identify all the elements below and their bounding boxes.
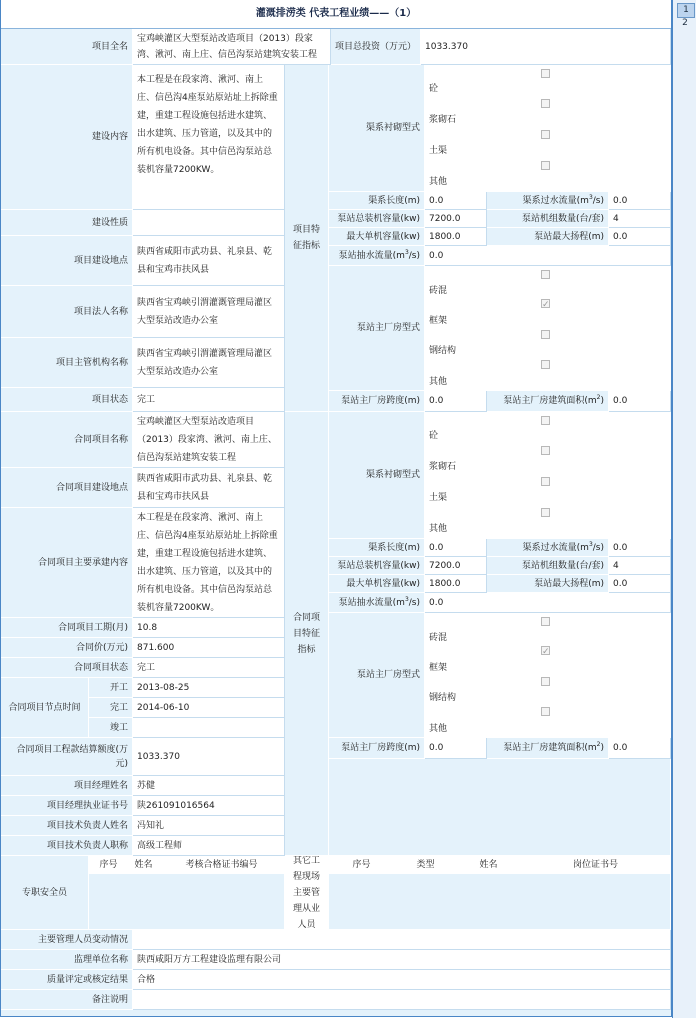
supervisor-label: 监理单位名称 — [1, 950, 133, 970]
lining-option-earth: 土渠 — [429, 146, 448, 156]
authority-value: 陕西省宝鸡峡引渭灌溉管理局灌区大型泵站改造办公室 — [133, 338, 285, 388]
contract-capacity-label: 泵站总装机容量(kw) — [329, 557, 425, 575]
pump-flow-value: 0.0 — [425, 246, 671, 266]
contract-status-label: 合同项目状态 — [1, 658, 133, 678]
contract-lining-checkbox-masonry[interactable] — [541, 446, 550, 455]
contract-canal-length-value: 0.0 — [425, 539, 487, 557]
contract-capacity-value: 7200.0 — [425, 557, 487, 575]
start-value: 2013-08-25 — [133, 678, 285, 698]
settle-label: 合同项目工程款结算额度(万元) — [1, 738, 133, 776]
nature-value — [133, 210, 285, 236]
max-unit-label: 最大单机容量(kw) — [329, 228, 425, 246]
supervisor-value: 陕西咸阳万方工程建设监理有限公司 — [133, 950, 671, 970]
contract-pump-flow-value: 0.0 — [425, 593, 671, 613]
capacity-label: 泵站总装机容量(kw) — [329, 210, 425, 228]
legal-value: 陕西省宝鸡峡引渭灌溉管理局灌区大型泵站改造办公室 — [133, 286, 285, 338]
lining-option-other: 其他 — [429, 177, 448, 187]
contract-house-option-other: 其他 — [429, 724, 448, 734]
house-options — [425, 266, 671, 391]
start-label: 开工 — [89, 678, 133, 698]
contract-lining-checkbox-earth[interactable] — [541, 477, 550, 486]
contract-name-label: 合同项目名称 — [1, 412, 133, 468]
staff-col-type: 类型 — [395, 856, 457, 874]
contract-house-checkbox-other[interactable] — [541, 707, 550, 716]
location-value: 陕西省咸阳市武功县、礼泉县、乾县和宝鸡市扶风县 — [133, 236, 285, 286]
contract-name-value: 宝鸡峡灌区大型泵站改造项目（2013）段家湾、湫河、南上庄、信邑沟泵站建筑安装工程 — [133, 412, 285, 468]
canal-flow-label: 渠系过水流量$(m^3/s)$ — [487, 192, 609, 210]
canal-length-value: 0.0 — [425, 192, 487, 210]
staff-table-body — [329, 874, 671, 930]
contract-lining-option-earth: 土渠 — [429, 493, 448, 503]
page-title: 灌溉排涝类 代表工程业绩——（1） — [1, 0, 671, 29]
pm-value: 苏健 — [133, 776, 285, 796]
status-label: 项目状态 — [1, 388, 133, 412]
staff-col-no: 序号 — [329, 856, 395, 874]
contract-lining-option-other: 其他 — [429, 524, 448, 534]
house-checkbox-brick[interactable] — [541, 270, 550, 279]
safety-col-no: 序号 — [89, 856, 129, 874]
contract-house-label: 泵站主厂房型式 — [329, 613, 425, 738]
pm-cert-label: 项目经理执业证书号 — [1, 796, 133, 816]
contract-lining-checkbox-concrete[interactable] — [541, 416, 550, 425]
max-head-value: 0.0 — [609, 228, 671, 246]
lining-option-masonry: 浆砌石 — [429, 115, 457, 125]
contract-lining-options — [425, 412, 671, 539]
page-tab-1[interactable]: 1 — [677, 3, 695, 18]
capacity-value: 7200.0 — [425, 210, 487, 228]
contract-units-label: 泵站机组数量(台/套) — [487, 557, 609, 575]
page-tabs — [672, 0, 696, 1018]
lining-checkbox-concrete[interactable] — [541, 69, 550, 78]
lining-options — [425, 65, 671, 192]
contract-area-value: 0.0 — [609, 738, 671, 759]
change-label: 主要管理人员变动情况 — [1, 930, 133, 950]
contract-content-label: 合同项目主要承建内容 — [1, 508, 133, 618]
contract-canal-flow-label: 渠系过水流量$(m^3/s)$ — [487, 539, 609, 557]
staff-label: 其它工程现场主要管理从业人员 — [285, 856, 329, 930]
investment-label: 项目总投资（万元） — [331, 29, 421, 65]
lining-checkbox-earth[interactable] — [541, 130, 550, 139]
max-unit-value: 1800.0 — [425, 228, 487, 246]
contract-lining-option-masonry: 浆砌石 — [429, 462, 457, 472]
contract-house-checkbox-frame[interactable] — [541, 646, 550, 655]
contract-max-unit-label: 最大单机容量(kw) — [329, 575, 425, 593]
contract-house-option-brick: 砖混 — [429, 633, 448, 643]
quality-label: 质量评定或核定结果 — [1, 970, 133, 990]
contract-max-head-value: 0.0 — [609, 575, 671, 593]
price-label: 合同价(万元) — [1, 638, 133, 658]
location-label: 项目建设地点 — [1, 236, 133, 286]
span-value: 0.0 — [425, 391, 487, 412]
lining-checkbox-other[interactable] — [541, 161, 550, 170]
contract-location-label: 合同项目建设地点 — [1, 468, 133, 508]
contract-canal-length-label: 渠系长度(m) — [329, 539, 425, 557]
house-option-steel: 钢结构 — [429, 346, 457, 356]
pm-label: 项目经理姓名 — [1, 776, 133, 796]
price-value: 871.600 — [133, 638, 285, 658]
contract-location-value: 陕西省咸阳市武功县、礼泉县、乾县和宝鸡市扶风县 — [133, 468, 285, 508]
quality-value: 合格 — [133, 970, 671, 990]
accept-label: 竣工 — [89, 718, 133, 738]
safety-col-cert: 考核合格证书编号 — [159, 856, 285, 874]
contract-house-option-frame: 框架 — [429, 663, 448, 673]
content-value: 本工程是在段家湾、湫河、南上庄、信邑沟4座泵站原站址上拆除重建，重建工程设施包括进水建筑、出水建筑、压力管道，以及其中的所有机电设备。其中信邑沟泵站总装机容量7200KW。 — [133, 65, 285, 210]
contract-canal-flow-value: 0.0 — [609, 539, 671, 557]
investment-value: 1033.370 — [421, 29, 671, 65]
tech-value: 冯知礼 — [133, 816, 285, 836]
safety-col-name: 姓名 — [129, 856, 159, 874]
contract-content-value: 本工程是在段家湾、湫河、南上庄、信邑沟4座泵站原站址上拆除重建，重建工程设施包括进水建筑、出水建筑、压力管道，以及其中的所有机电设备。其中信邑沟泵站总装机容量7200KW。 — [133, 508, 285, 618]
house-option-brick: 砖混 — [429, 286, 448, 296]
staff-col-cert: 岗位证书号 — [521, 856, 671, 874]
contract-span-label: 泵站主厂房跨度(m) — [329, 738, 425, 759]
contract-house-checkbox-steel[interactable] — [541, 677, 550, 686]
house-option-other: 其他 — [429, 377, 448, 387]
max-head-label: 泵站最大扬程(m) — [487, 228, 609, 246]
contract-house-option-steel: 钢结构 — [429, 693, 457, 703]
contract-house-options — [425, 613, 671, 738]
contract-pump-flow-label: 泵站抽水流量$(m^3/s)$ — [329, 593, 425, 613]
authority-label: 项目主管机构名称 — [1, 338, 133, 388]
canal-flow-value: 0.0 — [609, 192, 671, 210]
contract-lining-checkbox-other[interactable] — [541, 508, 550, 517]
contract-house-checkbox-brick[interactable] — [541, 617, 550, 626]
house-checkbox-frame[interactable] — [541, 299, 550, 308]
area-value: 0.0 — [609, 391, 671, 412]
contract-feature-label: 合同项目特征指标 — [285, 412, 329, 856]
contract-max-unit-value: 1800.0 — [425, 575, 487, 593]
house-option-frame: 框架 — [429, 316, 448, 326]
contract-span-value: 0.0 — [425, 738, 487, 759]
safety-table-body — [89, 874, 285, 930]
project-name-value: 宝鸡峡灌区大型泵站改造项目（2013）段家湾、湫河、南上庄、信邑沟泵站建筑安装工程 — [133, 29, 331, 65]
period-value: 10.8 — [133, 618, 285, 638]
pm-cert-value: 陕261091016564 — [133, 796, 285, 816]
contract-lining-label: 渠系衬砌型式 — [329, 412, 425, 539]
project-name-label: 项目全名 — [1, 29, 133, 65]
period-label: 合同项目工期(月) — [1, 618, 133, 638]
content-label: 建设内容 — [1, 65, 133, 210]
tech-title-label: 项目技术负责人职称 — [1, 836, 133, 856]
remark-value — [133, 990, 671, 1010]
house-checkbox-other[interactable] — [541, 360, 550, 369]
legal-label: 项目法人名称 — [1, 286, 133, 338]
finish-label: 完工 — [89, 698, 133, 718]
tech-title-value: 高级工程师 — [133, 836, 285, 856]
house-checkbox-steel[interactable] — [541, 330, 550, 339]
units-label: 泵站机组数量(台/套) — [487, 210, 609, 228]
accept-value — [133, 718, 285, 738]
contract-lining-option-concrete: 砼 — [429, 431, 439, 441]
status-value: 完工 — [133, 388, 285, 412]
canal-length-label: 渠系长度(m) — [329, 192, 425, 210]
lining-option-concrete: 砼 — [429, 84, 439, 94]
safety-label: 专职安全员 — [1, 856, 89, 930]
contract-status-value: 完工 — [133, 658, 285, 678]
staff-col-name: 姓名 — [457, 856, 521, 874]
nature-label: 建设性质 — [1, 210, 133, 236]
pump-flow-label: 泵站抽水流量$(m^3/s)$ — [329, 246, 425, 266]
contract-max-head-label: 泵站最大扬程(m) — [487, 575, 609, 593]
settle-value: 1033.370 — [133, 738, 285, 776]
feature-section-label: 项目特征指标 — [285, 65, 329, 412]
finish-value: 2014-06-10 — [133, 698, 285, 718]
contract-feature-filler — [329, 759, 671, 856]
nodes-label: 合同项目节点时间 — [1, 678, 89, 738]
house-label: 泵站主厂房型式 — [329, 266, 425, 391]
contract-units-value: 4 — [609, 557, 671, 575]
span-label: 泵站主厂房跨度(m) — [329, 391, 425, 412]
area-label: 泵站主厂房建筑面积$(m^2)$ — [487, 391, 609, 412]
lining-label: 渠系衬砌型式 — [329, 65, 425, 192]
lining-checkbox-masonry[interactable] — [541, 99, 550, 108]
tech-label: 项目技术负责人姓名 — [1, 816, 133, 836]
units-value: 4 — [609, 210, 671, 228]
remark-label: 备注说明 — [1, 990, 133, 1010]
page-tab-2[interactable]: 2 — [682, 18, 688, 28]
contract-area-label: 泵站主厂房建筑面积$(m^2)$ — [487, 738, 609, 759]
change-value — [133, 930, 671, 950]
